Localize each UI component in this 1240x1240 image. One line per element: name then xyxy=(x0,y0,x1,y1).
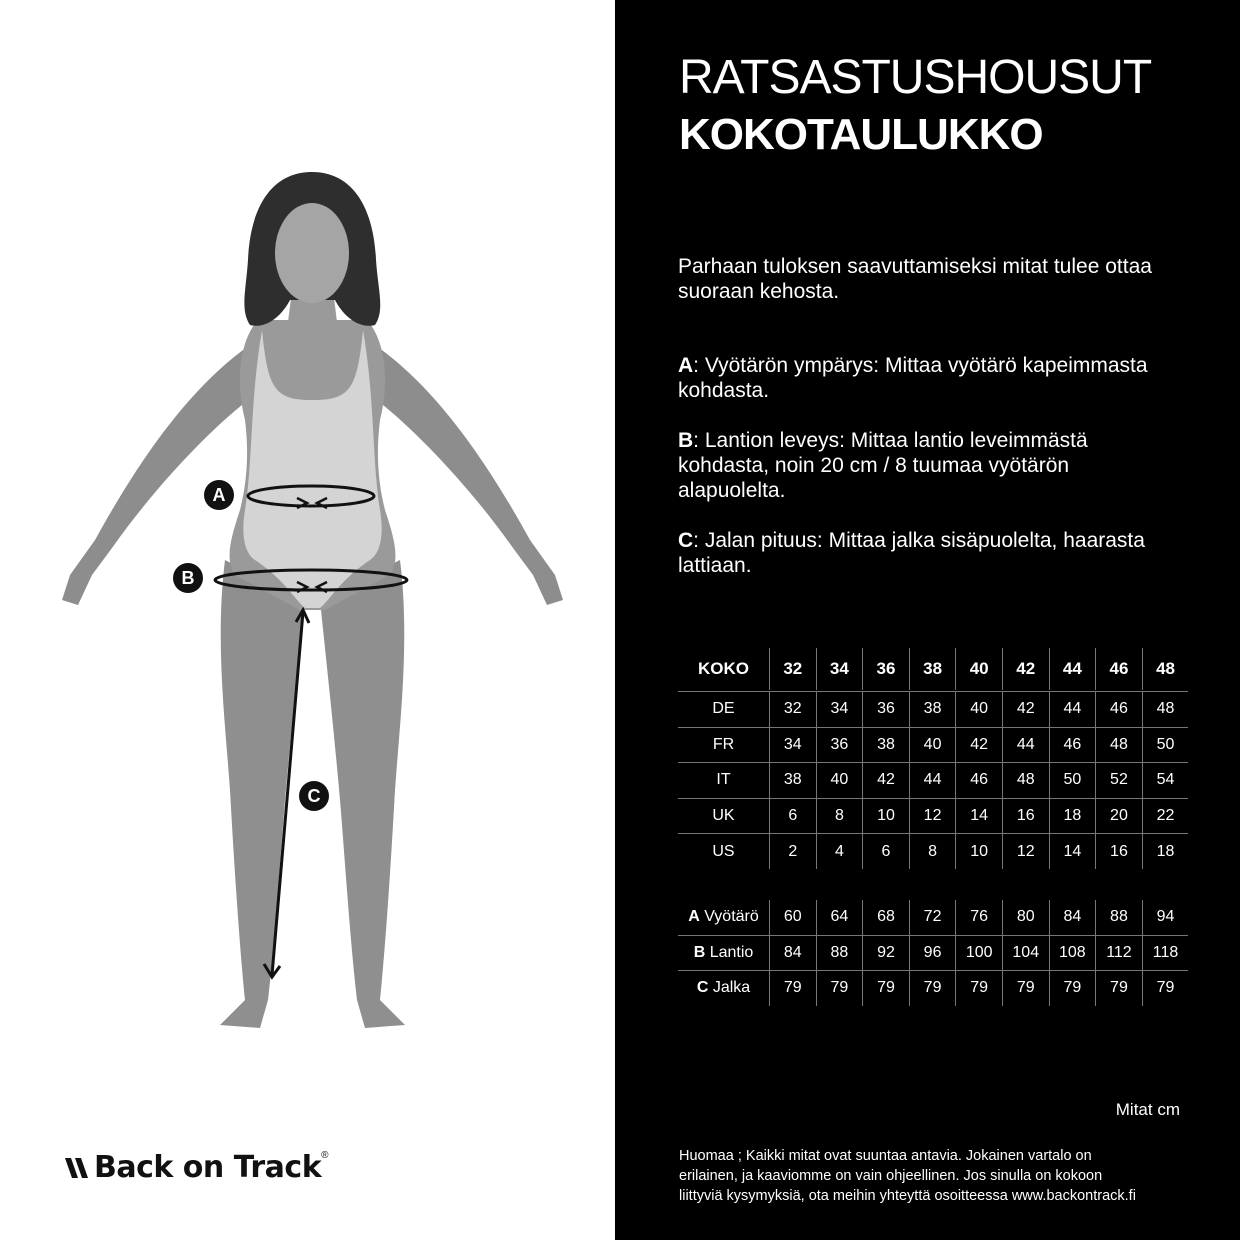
table-cell: 112 xyxy=(1096,935,1143,971)
footnote: Huomaa ; Kaikki mitat ovat suuntaa antavia. Jokainen vartalo on erilainen, ja kaaviomme on vain ohjeellinen. Jos sinulla on kokoon liittyviä kysymyksiä, ota meihin yhteyttä osoitteessa www.backontrack.fi xyxy=(679,1148,1136,1204)
row-label: A Vyötärö xyxy=(688,908,759,926)
table-cell: 79 xyxy=(816,971,863,1006)
svg-text:B: B xyxy=(181,568,195,588)
marker-b xyxy=(173,563,203,593)
measure-b-text: B: Lantion leveys: Mittaa lantio leveimmästä kohdasta, noin 20 cm / 8 tuumaa vyötärön alapuolelta. xyxy=(678,429,1088,502)
table-cell: 79 xyxy=(1002,971,1049,1006)
table-cell: 118 xyxy=(1142,935,1188,971)
table-cell: 12 xyxy=(909,798,956,834)
row-label: C Jalka xyxy=(678,971,770,1006)
table-cell: 14 xyxy=(1049,834,1096,869)
size-header: 46 xyxy=(1096,648,1143,690)
size-header: 42 xyxy=(1002,648,1049,690)
marker-a xyxy=(204,480,234,510)
table-cell: 79 xyxy=(909,971,956,1006)
table-cell: 46 xyxy=(956,763,1003,799)
size-conversion-table xyxy=(678,648,1188,690)
table-cell: 84 xyxy=(770,935,817,971)
size-header: 36 xyxy=(863,648,910,690)
table-cell: 4 xyxy=(816,834,863,869)
page-title-light: RATSASTUSHOUSUT xyxy=(679,51,1152,104)
table-cell: 44 xyxy=(1002,727,1049,763)
table-header-label: KOKO xyxy=(698,659,749,678)
row-label: B Lantio xyxy=(678,935,770,971)
table-cell: 48 xyxy=(1142,692,1188,728)
table-cell: 8 xyxy=(909,834,956,869)
table-cell: 16 xyxy=(1002,798,1049,834)
table-cell: 44 xyxy=(909,763,956,799)
table-cell: 38 xyxy=(909,692,956,728)
body-figure-illustration xyxy=(0,150,615,1050)
table-row xyxy=(678,834,1188,869)
table-cell: 42 xyxy=(1002,692,1049,728)
table-cell: 79 xyxy=(770,971,817,1006)
table-cell: 16 xyxy=(1096,834,1143,869)
horseshoe-icon xyxy=(62,1154,94,1182)
conversion-rows xyxy=(678,691,1188,869)
table-cell: 50 xyxy=(1142,727,1188,763)
brand-logo xyxy=(62,1150,329,1185)
size-header: 32 xyxy=(770,648,817,690)
table-cell: 10 xyxy=(863,798,910,834)
size-header: 40 xyxy=(956,648,1003,690)
table-cell: 34 xyxy=(770,727,817,763)
table-cell: 92 xyxy=(863,935,910,971)
table-row xyxy=(678,798,1188,834)
table-cell: 42 xyxy=(956,727,1003,763)
table-cell: 94 xyxy=(1142,900,1188,935)
table-cell: 46 xyxy=(1049,727,1096,763)
row-label: IT xyxy=(678,763,770,799)
measure-c-text: C: Jalan pituus: Mittaa jalka sisäpuolelta, haarasta lattiaan. xyxy=(678,529,1145,577)
intro-text: Parhaan tuloksen saavuttamiseksi mitat tulee ottaa suoraan kehosta. xyxy=(678,255,1152,303)
table-cell: 36 xyxy=(816,727,863,763)
table-cell: 52 xyxy=(1096,763,1143,799)
table-cell: 32 xyxy=(770,692,817,728)
info-panel xyxy=(615,0,1240,1240)
table-cell: 40 xyxy=(816,763,863,799)
table-cell: 48 xyxy=(1096,727,1143,763)
table-cell: 80 xyxy=(1002,900,1049,935)
table-cell: 14 xyxy=(956,798,1003,834)
measurement-rows xyxy=(678,900,1188,1006)
table-row xyxy=(678,727,1188,763)
table-cell: 40 xyxy=(956,692,1003,728)
table-cell: 96 xyxy=(909,935,956,971)
table-cell: 88 xyxy=(1096,900,1143,935)
table-row xyxy=(678,692,1188,728)
registered-mark: ® xyxy=(321,1150,329,1161)
table-cell: 104 xyxy=(1002,935,1049,971)
table-header-row xyxy=(678,648,1188,690)
table-cell: 38 xyxy=(770,763,817,799)
table-cell: 10 xyxy=(956,834,1003,869)
row-label: FR xyxy=(678,727,770,763)
table-cell: 42 xyxy=(863,763,910,799)
page-title-bold: KOKOTAULUKKO xyxy=(679,110,1043,159)
table-cell: 40 xyxy=(909,727,956,763)
table-cell: 18 xyxy=(1142,834,1188,869)
table-cell: 8 xyxy=(816,798,863,834)
marker-c xyxy=(299,781,329,811)
svg-text:C: C xyxy=(307,786,321,806)
size-header: 38 xyxy=(909,648,956,690)
svg-text:A: A xyxy=(212,485,226,505)
table-row xyxy=(678,971,1188,1006)
table-cell: 79 xyxy=(863,971,910,1006)
unit-note: Mitat cm xyxy=(1115,1100,1180,1119)
table-cell: 79 xyxy=(1096,971,1143,1006)
table-cell: 44 xyxy=(1049,692,1096,728)
table-cell: 79 xyxy=(1049,971,1096,1006)
table-cell: 60 xyxy=(770,900,817,935)
size-header: 34 xyxy=(816,648,863,690)
table-cell: 36 xyxy=(863,692,910,728)
table-cell: 50 xyxy=(1049,763,1096,799)
row-label: UK xyxy=(678,798,770,834)
measure-a-text: A: Vyötärön ympärys: Mittaa vyötärö kapeimmasta kohdasta. xyxy=(678,354,1148,402)
table-cell: 12 xyxy=(1002,834,1049,869)
table-cell: 2 xyxy=(770,834,817,869)
table-cell: 84 xyxy=(1049,900,1096,935)
table-cell: 64 xyxy=(816,900,863,935)
table-cell: 79 xyxy=(1142,971,1188,1006)
table-cell: 22 xyxy=(1142,798,1188,834)
brand-name: Back on Track xyxy=(94,1150,322,1185)
size-header: 44 xyxy=(1049,648,1096,690)
table-cell: 108 xyxy=(1049,935,1096,971)
table-cell: 46 xyxy=(1096,692,1143,728)
row-label: US xyxy=(678,834,770,869)
table-cell: 6 xyxy=(770,798,817,834)
table-cell: 48 xyxy=(1002,763,1049,799)
table-row xyxy=(678,935,1188,971)
table-cell: 68 xyxy=(863,900,910,935)
table-row xyxy=(678,900,1188,935)
table-cell: 79 xyxy=(956,971,1003,1006)
table-cell: 34 xyxy=(816,692,863,728)
table-cell: 76 xyxy=(956,900,1003,935)
size-header: 48 xyxy=(1142,648,1188,690)
table-cell: 100 xyxy=(956,935,1003,971)
table-cell: 54 xyxy=(1142,763,1188,799)
table-cell: 38 xyxy=(863,727,910,763)
table-cell: 20 xyxy=(1096,798,1143,834)
table-cell: 18 xyxy=(1049,798,1096,834)
row-label: DE xyxy=(678,692,770,728)
table-cell: 72 xyxy=(909,900,956,935)
table-cell: 6 xyxy=(863,834,910,869)
table-row xyxy=(678,763,1188,799)
table-cell: 88 xyxy=(816,935,863,971)
illustration-panel xyxy=(0,0,615,1240)
